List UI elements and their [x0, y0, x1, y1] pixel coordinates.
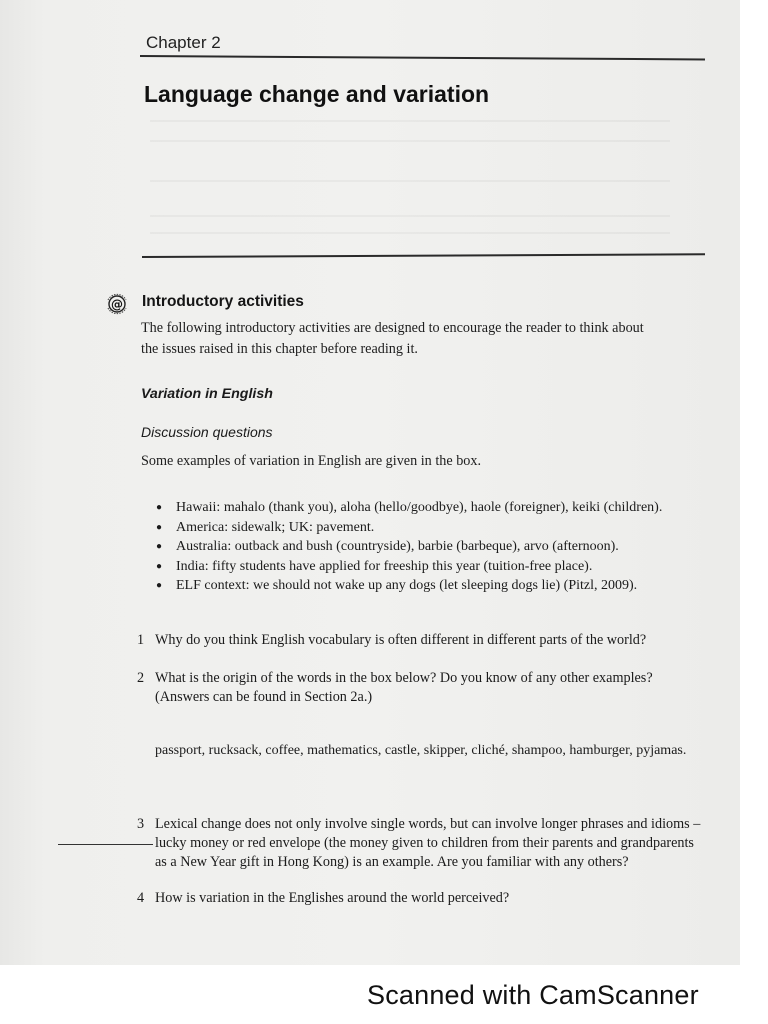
- chapter-label: Chapter 2: [146, 33, 221, 52]
- question-1: [137, 631, 707, 650]
- example-item-india: ● India: fifty students have applied for freeship this year (tuition-free place).: [156, 557, 662, 577]
- scanner-watermark: Scanned with CamScanner: [367, 980, 699, 1010]
- bleed-through-line: [150, 232, 670, 234]
- intro-paragraph-line-1: The following introductory activities are designed to encourage the reader to think about: [141, 320, 644, 336]
- variation-examples-box: [156, 498, 662, 596]
- example-item-australia: ● Australia: outback and bush (countryside), barbie (barbeque), arvo (afternoon).: [156, 537, 662, 557]
- variation-intro-text: Some examples of variation in English are given in the box.: [141, 453, 482, 469]
- question-text: Why do you think English vocabulary is often different in different parts of the world?: [155, 632, 647, 648]
- question-number: 3: [137, 816, 145, 832]
- question-number: 2: [137, 670, 145, 686]
- question-3: [137, 815, 707, 872]
- chapter-title: Language change and variation: [144, 81, 490, 107]
- example-item-elf: ● ELF context: we should not wake up any dogs (let sleeping dogs lie) (Pitzl, 2009).: [156, 576, 662, 596]
- word-origin-box: passport, rucksack, coffee, mathematics, castle, skipper, cliché, shampoo, hamburger, pyjamas.: [155, 743, 687, 758]
- bleed-through-line: [150, 120, 670, 122]
- svg-text:@: @: [111, 297, 123, 312]
- bleed-through-line: [150, 215, 670, 217]
- question-2: [137, 669, 707, 707]
- question-text: What is the origin of the words in the box below? Do you know of any other examples? (Answers can be found in Section 2a.): [155, 670, 653, 705]
- discussion-subheading: Discussion questions: [141, 424, 273, 440]
- companion-website-icon: [104, 291, 130, 317]
- bleed-through-line: [150, 180, 670, 182]
- question-number: 1: [137, 632, 145, 648]
- intro-heading: Introductory activities: [142, 293, 304, 310]
- margin-line: [58, 844, 153, 845]
- example-item-hawaii: ● Hawaii: mahalo (thank you), aloha (hello/goodbye), haole (foreigner), keiki (children).: [156, 498, 662, 518]
- question-text: Lexical change does not only involve single words, but can involve longer phrases and idioms – lucky money or red envelope (the money given to children from their parents and grandparents as a New Year gift in Hong Kong) is an example. Are you familiar with any others?: [155, 816, 701, 870]
- variation-heading: Variation in English: [141, 386, 273, 402]
- intro-paragraph-line-2: the issues raised in this chapter before reading it.: [141, 341, 418, 357]
- question-text: How is variation in the Englishes around the world perceived?: [155, 890, 510, 906]
- question-number: 4: [137, 890, 145, 906]
- example-item-america: ● America: sidewalk; UK: pavement.: [156, 518, 662, 538]
- bleed-through-line: [150, 140, 670, 142]
- question-4: [137, 889, 707, 908]
